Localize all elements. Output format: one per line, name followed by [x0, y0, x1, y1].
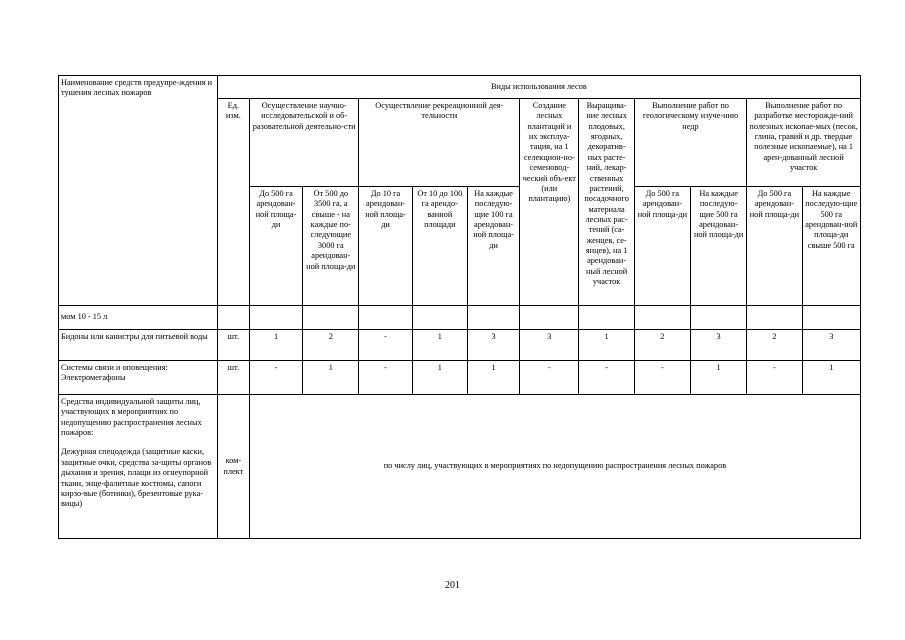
table-cell: 3 — [520, 330, 579, 361]
table-cell — [802, 306, 860, 330]
row-name-protective-equipment — [59, 395, 218, 539]
page-number: 201 — [445, 580, 460, 591]
table-cell: - — [747, 361, 802, 395]
protective-equipment-list: Дежурная спецодежда (защитные каски, защитные очки, средства за-щиты органов дыхания и зрения, плащи из огнеупорной ткани, энце-фалитные костюмы, сапоги кирзо-вые (ботинки), брезентовые рука-вицы) — [61, 447, 212, 509]
row-unit — [217, 306, 249, 330]
row-name: Бидоны или канистры для питьевой воды — [59, 330, 218, 361]
subheader-recreation-1: До 10 га арендован-ной площа-ди — [359, 187, 412, 306]
table-cell — [359, 306, 412, 330]
table-cell: - — [634, 361, 690, 395]
row-unit: шт. — [217, 330, 249, 361]
row-unit: шт. — [217, 361, 249, 395]
table-row — [59, 330, 861, 361]
subheader-geology-2: На каждые последую-щие 500 га арендован-ной площа-ди — [691, 187, 747, 306]
table-cell: - — [359, 330, 412, 361]
table-cell — [634, 306, 690, 330]
table-cell: 3 — [802, 330, 860, 361]
table-cell: 1 — [303, 361, 359, 395]
table-cell: 1 — [249, 330, 302, 361]
table-row — [59, 361, 861, 395]
forest-fire-equipment-table — [58, 75, 861, 539]
table-cell: 1 — [579, 330, 634, 361]
table-cell: - — [249, 361, 302, 395]
protective-equipment-heading: Средства индивидуальной защиты лиц, участвующих в мероприятиях по недопущению распространения лесных пожаров: — [61, 397, 202, 438]
table-cell — [249, 306, 302, 330]
table-row — [59, 306, 861, 330]
table-cell: 1 — [802, 361, 860, 395]
table-cell — [303, 306, 359, 330]
header-group-recreation: Осуществление рекреационной дея-тельности — [359, 99, 520, 187]
table-cell — [520, 306, 579, 330]
table-cell: - — [520, 361, 579, 395]
table-cell: 2 — [634, 330, 690, 361]
row-name: Системы связи и оповещения: Электромегафоны — [59, 361, 218, 395]
subheader-research-1: До 500 га арендован-ной площа-ди — [249, 187, 302, 306]
table-cell — [467, 306, 519, 330]
table-row — [59, 395, 861, 539]
header-group-mining: Выполнение работ по разработке месторожде-ний полезных ископае-мых (песок, глина, гравий и др. твердые полезные ископаемые), на 1 арен-дованный лесной участок — [747, 99, 861, 187]
table-cell — [747, 306, 802, 330]
subheader-recreation-3: На каждые последую-щие 100 га арендован-ной площа-ди — [467, 187, 519, 306]
table-cell — [691, 306, 747, 330]
table-cell: 3 — [467, 330, 519, 361]
header-group-growing: Выращива-ние лесных плодовых, ягодных, декоратив-ных расте-ний, лекар-ственных растений, посадочного материала лесных рас-тений (са-женцев, се-янцев), на 1 арендован-ный лесной участок — [579, 99, 634, 306]
table-cell: 1 — [412, 330, 467, 361]
header-unit: Ед. изм. — [217, 99, 249, 306]
table-cell: 1 — [691, 361, 747, 395]
table-cell — [579, 306, 634, 330]
row-unit: ком-плект — [217, 395, 249, 539]
header-group-plantations: Создание лесных плантаций и их эксплуа-тация, на 1 селекцион-но-семеновод-ческий объ-ект (или плантацию) — [520, 99, 579, 306]
merged-value-cell: по числу лиц, участвующих в мероприятиях по недопущению распространения лесных пожаров — [249, 395, 860, 539]
table-cell: 3 — [691, 330, 747, 361]
subheader-mining-1: До 500 га арендован-ной площа-ди — [747, 187, 802, 306]
header-forest-use-types: Виды использования лесов — [217, 76, 860, 99]
table-cell: 2 — [303, 330, 359, 361]
header-group-research: Осуществление научно-исследовательской и об-разовательной деятельно-сти — [249, 99, 359, 187]
table-cell: 1 — [412, 361, 467, 395]
subheader-research-2: От 500 до 3500 га, а свыше - на каждые по-следующие 3000 га арендован-ной площа-ди — [303, 187, 359, 306]
table-cell: 2 — [747, 330, 802, 361]
header-group-geology: Выполнение работ по геологическому изуче-нию недр — [634, 99, 747, 187]
subheader-recreation-2: От 10 до 100 га арендо-ванной площади — [412, 187, 467, 306]
subheader-mining-2: На каждые последую-щие 500 га арендован-ной площа-ди свыше 500 га — [802, 187, 860, 306]
subheader-geology-1: До 500 га арендован-ной площа-ди — [634, 187, 690, 306]
row-name: мом 10 - 15 л — [59, 306, 218, 330]
table-cell: - — [579, 361, 634, 395]
table-cell — [412, 306, 467, 330]
table-cell: - — [359, 361, 412, 395]
header-name-column: Наименование средств предупре-ждения и тушения лесных пожаров — [59, 76, 218, 306]
table-cell: 1 — [467, 361, 519, 395]
